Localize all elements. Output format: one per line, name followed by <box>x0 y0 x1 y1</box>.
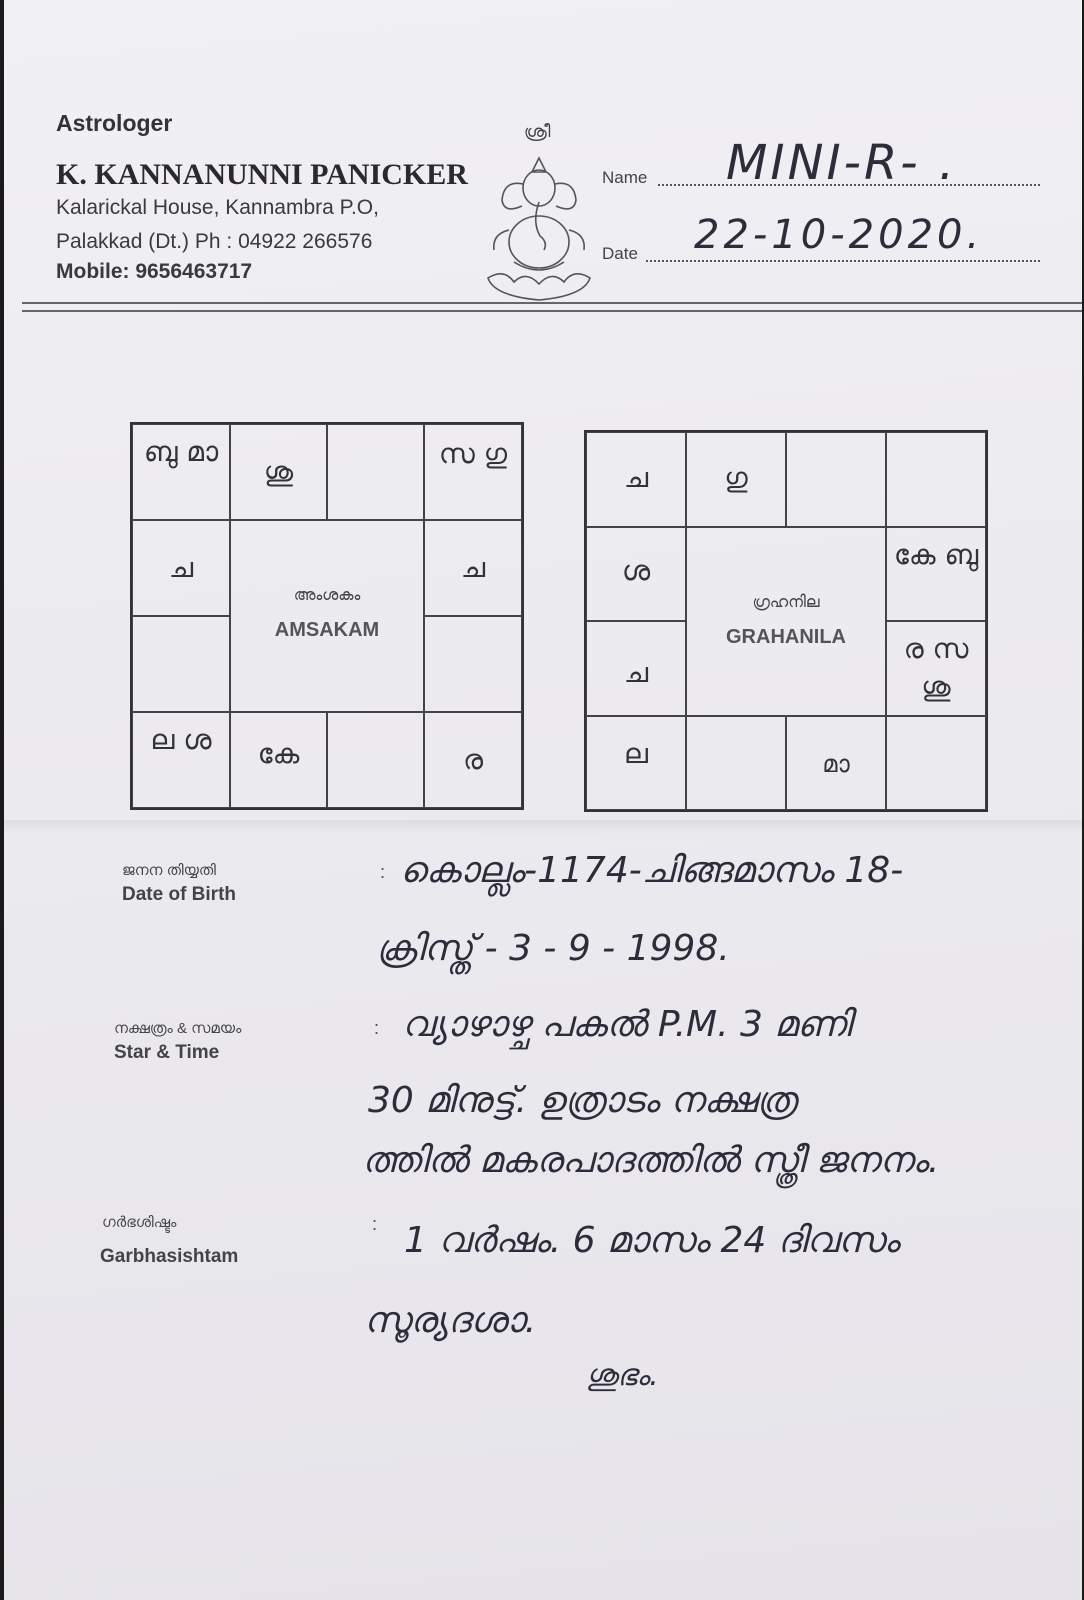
ganesha-emblem-icon <box>474 150 604 305</box>
amsakam-title-malayalam: അംശകം <box>293 587 361 604</box>
date-label: Date <box>602 244 638 263</box>
amsakam-house-12-text: ച <box>168 551 194 584</box>
grahanila-house-12-text: ശ <box>621 554 651 587</box>
garbhasishtam-label: Garbhasishtam <box>100 1246 239 1267</box>
astrologer-title: Astrologer <box>56 110 173 136</box>
grahanila-title-malayalam: ഗ്രഹനില <box>752 594 820 611</box>
address-line-1: Kalarickal House, Kannambra P.O, <box>56 196 379 219</box>
star-line-2: 30 മിനുട്ട്. ഉത്രാടം നക്ഷത്ര <box>368 1080 797 1121</box>
grahanila-center <box>686 527 886 716</box>
star-label: Star & Time <box>114 1042 220 1063</box>
grahanila-house-6-text: ര സ ശു <box>903 632 969 703</box>
amsakam-house-5-text: ച <box>460 551 486 584</box>
grahanila-house-12 <box>586 527 686 621</box>
amsakam-house-12 <box>132 520 230 616</box>
grahanila-house-11 <box>586 621 686 716</box>
name-label: Name <box>602 168 648 187</box>
grahanila-house-3 <box>786 432 886 527</box>
grahanila-house-1-text: ച <box>623 461 649 494</box>
star-line-1: വ്യാഴാഴ്ച പകൽ P.M. 3 മണി <box>402 1004 852 1045</box>
amsakam-house-3 <box>327 424 424 520</box>
amsakam-house-1-text: ബു മാ <box>143 435 219 468</box>
amsakam-house-7-text: ര <box>462 743 484 776</box>
amsakam-house-8 <box>327 712 424 808</box>
dob-colon: : <box>380 862 386 882</box>
amsakam-chart <box>130 422 524 810</box>
dob-line-2: ക്രിസ്ത് - 3 - 9 - 1998. <box>376 928 730 969</box>
garbhasishtam-line-3: ശുഭം. <box>586 1358 659 1393</box>
grahanila-house-6 <box>886 621 986 716</box>
dob-label-malayalam: ജനന തിയ്യതി <box>122 862 216 879</box>
grahanila-house-5 <box>886 527 986 621</box>
date-value: 22-10-2020. <box>694 212 984 258</box>
grahanila-house-2 <box>686 432 786 527</box>
amsakam-house-10 <box>132 712 230 808</box>
grahanila-house-11-text: ച <box>623 656 649 689</box>
amsakam-house-4-text: സ ഗു <box>438 437 508 470</box>
amsakam-house-1 <box>132 424 230 520</box>
header-rule-top <box>22 302 1082 304</box>
amsakam-title: AMSAKAM <box>274 619 380 641</box>
grahanila-house-8-text: മാ <box>822 750 850 778</box>
amsakam-house-4 <box>424 424 522 520</box>
grahanila-house-9 <box>686 716 786 810</box>
grahanila-house-10 <box>586 716 686 810</box>
amsakam-house-2 <box>230 424 327 520</box>
grahanila-house-2-text: ഗു <box>724 461 748 494</box>
garbhasishtam-label-malayalam: ഗർഭശിഷ്ടം <box>102 1214 177 1231</box>
dob-label: Date of Birth <box>122 884 236 905</box>
astrologer-name: K. KANNANUNNI PANICKER <box>56 158 468 191</box>
paper-fold <box>4 820 1082 834</box>
star-label-malayalam: നക്ഷത്രം & സമയം <box>114 1020 242 1037</box>
amsakam-house-10-text: ല ശ <box>150 723 212 756</box>
garbhasishtam-line-2: സൂര്യദശാ. <box>364 1300 537 1341</box>
grahanila-house-4 <box>886 432 986 527</box>
garbhasishtam-line-1: 1 വർഷം. 6 മാസം 24 ദിവസം <box>404 1220 900 1261</box>
address-line-2: Palakkad (Dt.) Ph : 04922 266576 <box>56 230 373 253</box>
grahanila-house-7 <box>886 716 986 810</box>
star-colon: : <box>374 1018 380 1038</box>
header-rule-bottom <box>22 310 1082 312</box>
grahanila-house-5-text: കേ ബു <box>893 538 979 571</box>
grahanila-title: GRAHANILA <box>726 626 846 648</box>
garbhasishtam-colon: : <box>372 1214 378 1234</box>
amsakam-house-9 <box>230 712 327 808</box>
amsakam-house-11 <box>132 616 230 712</box>
amsakam-house-5 <box>424 520 522 616</box>
grahanila-house-10-text: ല <box>624 737 648 770</box>
grahanila-house-8 <box>786 716 886 810</box>
name-value: MINI-R- . <box>726 135 958 191</box>
dob-line-1: കൊല്ലം-1174-ചിങ്ങമാസം 18- <box>400 850 904 891</box>
amsakam-house-7 <box>424 712 522 808</box>
horoscope-sheet <box>4 0 1082 1600</box>
star-line-3: ത്തിൽ മകരപാദത്തിൽ സ്ത്രീ ജനനം. <box>362 1140 940 1181</box>
amsakam-center <box>230 520 424 712</box>
date-dotted-line <box>646 260 1040 262</box>
grahanila-chart <box>584 430 988 812</box>
amsakam-house-6 <box>424 616 522 712</box>
grahanila-house-1 <box>586 432 686 527</box>
amsakam-house-9-text: കേ <box>257 737 300 770</box>
sri-mark: ശ്രീ <box>524 122 551 141</box>
mobile-number: Mobile: 9656463717 <box>56 260 253 283</box>
amsakam-house-2-text: ശു <box>263 455 294 488</box>
